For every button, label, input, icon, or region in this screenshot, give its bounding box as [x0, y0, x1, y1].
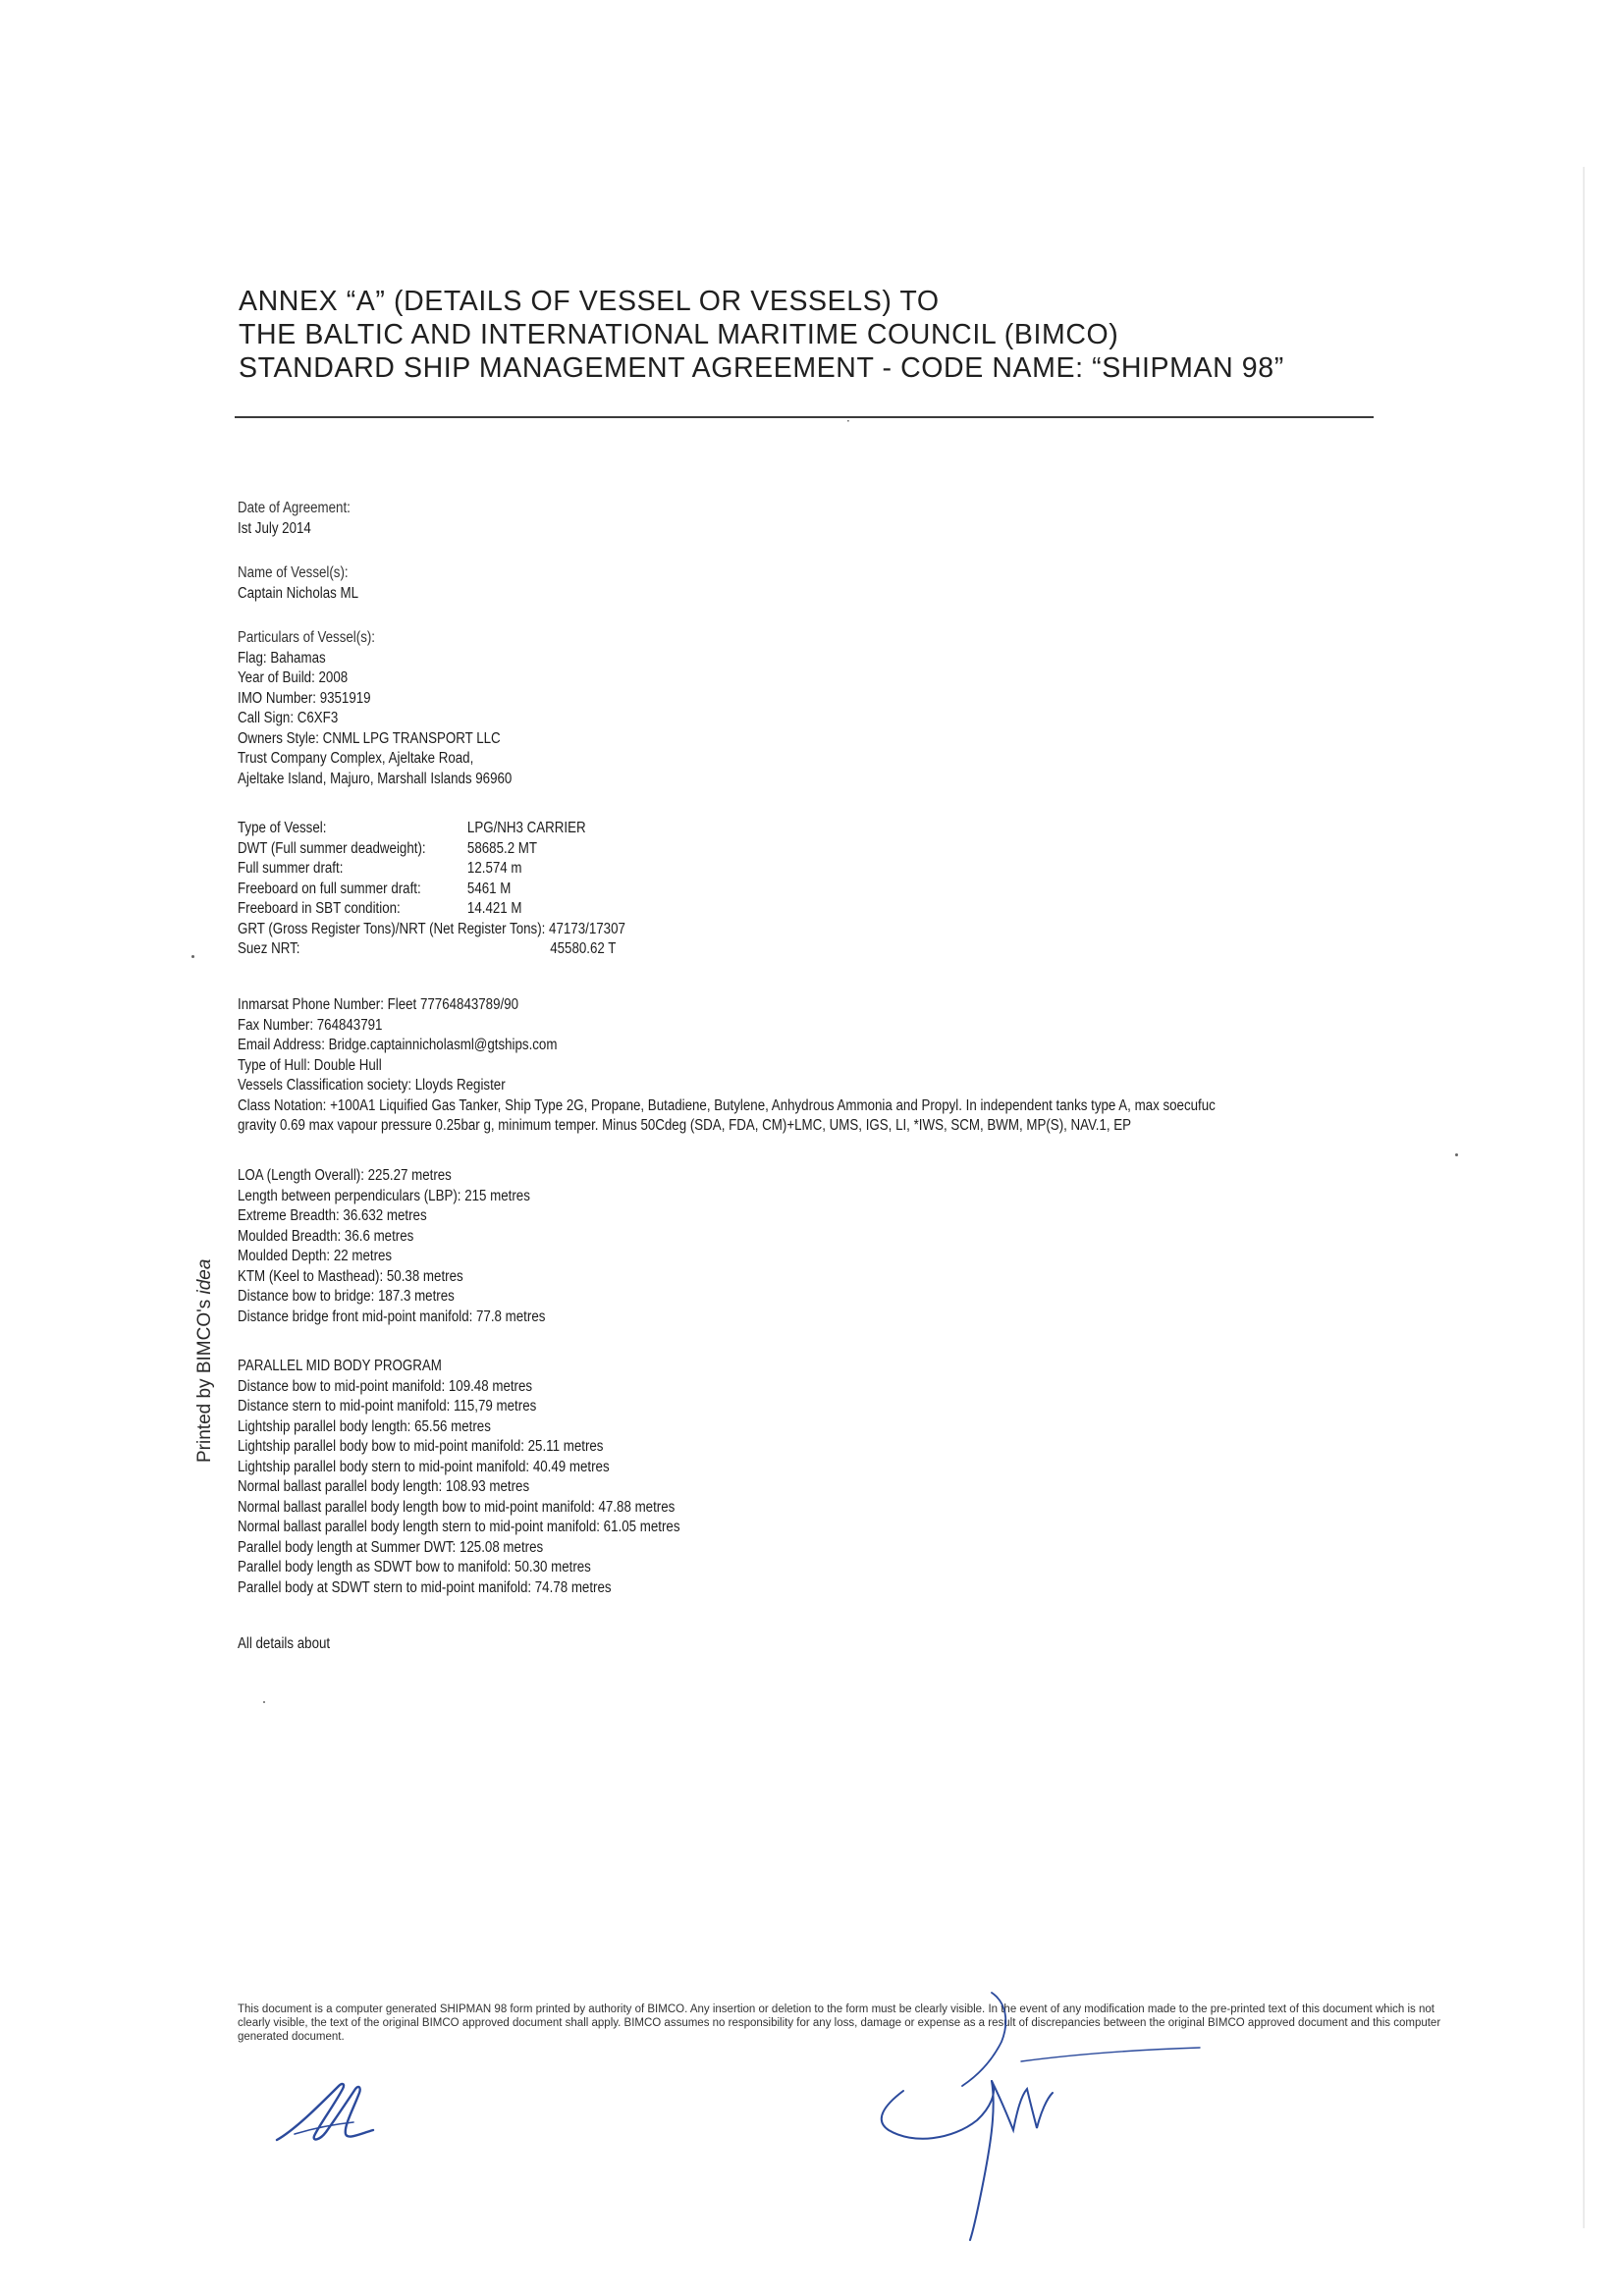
vessel-name-block — [238, 563, 358, 604]
comms-line: Vessels Classification society: Lloyds Register — [238, 1077, 506, 1094]
dimension-line: Moulded Depth: 22 metres — [238, 1248, 393, 1264]
left-signature-stroke — [277, 2084, 373, 2140]
closing-text: All details about — [238, 1635, 331, 1652]
tonnage-block — [238, 819, 913, 960]
summer-draft-value: 12.574 m — [466, 860, 522, 877]
particulars-line: Year of Build: 2008 — [238, 669, 349, 686]
particulars-line: IMO Number: 9351919 — [238, 689, 371, 707]
parallel-body-line: Parallel body length as SDWT bow to manifold: 50.30 metres — [238, 1559, 591, 1575]
parallel-body-line: Normal ballast parallel body length stern to mid-point manifold: 61.05 metres — [238, 1519, 680, 1535]
dwt-label: DWT (Full summer deadweight): — [238, 839, 426, 857]
comms-line: Type of Hull: Double Hull — [238, 1056, 382, 1074]
title-line-3: STANDARD SHIP MANAGEMENT AGREEMENT - CODE NAME: “SHIPMAN 98” — [239, 352, 1284, 384]
idea-text: idea — [194, 1258, 215, 1295]
right-signature-letters — [992, 2081, 1053, 2130]
particulars-block — [238, 628, 512, 789]
title-underline — [235, 416, 1374, 418]
dimension-line: Distance bow to bridge: 187.3 metres — [238, 1288, 455, 1305]
closing-block — [238, 1634, 330, 1655]
particulars-line: Call Sign: C6XF3 — [238, 710, 339, 726]
particulars-line: Trust Company Complex, Ajeltake Road, — [238, 750, 474, 767]
parallel-body-line: Parallel body at SDWT stern to mid-point manifold: 74.78 metres — [238, 1578, 612, 1596]
class-notation-line: gravity 0.69 max vapour pressure 0.25bar g, minimum temper. Minus 50Cdeg (SDA, FDA, CM)+LMC, UMS, IGS, LI, *IWS, SCM, BWM, MP(S), NAV.1, EP — [238, 1117, 1132, 1134]
printed-by-bimco-label — [194, 1259, 216, 1463]
right-signature-curve — [882, 2081, 994, 2139]
sbt-freeboard-row — [238, 899, 913, 920]
printed-by-text: Printed by BIMCO's — [194, 1299, 215, 1463]
dimension-line: Length between perpendiculars (LBP): 215 metres — [238, 1187, 530, 1204]
scan-tick-mark: · — [846, 414, 850, 428]
dimensions-block — [238, 1166, 545, 1327]
parallel-body-line: Normal ballast parallel body length bow to mid-point manifold: 47.88 metres — [238, 1498, 676, 1516]
agreement-date-label: Date of Agreement: — [238, 500, 351, 516]
parallel-body-line: Normal ballast parallel body length: 108.93 metres — [238, 1478, 530, 1495]
particulars-line: Owners Style: CNML LPG TRANSPORT LLC — [238, 729, 501, 747]
dimension-line: LOA (Length Overall): 225.27 metres — [238, 1167, 452, 1184]
grt-nrt-line: GRT (Gross Register Tons)/NRT (Net Register Tons): 47173/17307 — [238, 920, 625, 937]
left-signature — [265, 2071, 442, 2150]
freeboard-value: 5461 M — [466, 880, 512, 897]
summer-draft-label: Full summer draft: — [238, 860, 344, 877]
parallel-body-line: Lightship parallel body bow to mid-point manifold: 25.11 metres — [238, 1438, 604, 1455]
communications-block — [238, 995, 1216, 1137]
disclaimer-text: This document is a computer generated SHIPMAN 98 form printed by authority of BIMCO. Any insertion or deletion to the form must be clearly visible. In the event of any modification made to the pre-printed text of this document which is not clearly visible, the text of the original BIMCO approved document shall apply. BIMCO assumes no responsibility for any loss, damage or expense as a result of discrepancies between the original BIMCO approved document and this computer generated document. — [238, 2003, 1441, 2043]
particulars-line: Ajeltake Island, Majuro, Marshall Islands 96960 — [238, 770, 513, 787]
vessel-name-label: Name of Vessel(s): — [238, 564, 349, 581]
sbt-freeboard-label: Freeboard in SBT condition: — [238, 900, 401, 917]
class-notation-line: Class Notation: +100A1 Liquified Gas Tanker, Ship Type 2G, Propane, Butadiene, Butylene, Anhydrous Ammonia and Propyl. In independent tanks type A, max soecufuc — [238, 1096, 1216, 1114]
right-signature-loop — [962, 1993, 1005, 2086]
scan-speck — [1455, 1153, 1458, 1156]
page-edge-shadow — [1583, 167, 1585, 2228]
particulars-heading: Particulars of Vessel(s): — [238, 629, 376, 646]
comms-line: Inmarsat Phone Number: Fleet 77764843789/90 — [238, 996, 519, 1013]
summer-draft-row — [238, 859, 913, 880]
suez-nrt-row — [238, 939, 913, 960]
title-line-2: THE BALTIC AND INTERNATIONAL MARITIME COUNCIL (BIMCO) — [239, 319, 1119, 350]
parallel-body-line: Distance stern to mid-point manifold: 115,79 metres — [238, 1398, 537, 1415]
dimension-line: KTM (Keel to Masthead): 50.38 metres — [238, 1267, 463, 1285]
particulars-line: Flag: Bahamas — [238, 649, 326, 667]
sbt-freeboard-value: 14.421 M — [466, 900, 522, 917]
document-title — [239, 285, 1378, 385]
freeboard-row — [238, 880, 913, 900]
type-of-vessel-value: LPG/NH3 CARRIER — [466, 820, 586, 836]
right-signature — [844, 1983, 1257, 2248]
parallel-body-line: Distance bow to mid-point manifold: 109.48 metres — [238, 1377, 533, 1395]
right-signature-tail — [1021, 2048, 1200, 2061]
suez-nrt-label: Suez NRT: — [238, 940, 300, 957]
dimension-line: Moulded Breadth: 36.6 metres — [238, 1227, 414, 1245]
type-of-vessel-label: Type of Vessel: — [238, 820, 327, 836]
dimension-line: Distance bridge front mid-point manifold: 77.8 metres — [238, 1308, 546, 1325]
parallel-body-block — [238, 1357, 679, 1598]
dwt-row — [238, 839, 913, 860]
dwt-value: 58685.2 MT — [466, 839, 538, 857]
parallel-body-line: Parallel body length at Summer DWT: 125.08 metres — [238, 1538, 544, 1556]
scan-speck — [263, 1701, 265, 1703]
grt-nrt-row — [238, 920, 913, 940]
parallel-body-heading: PARALLEL MID BODY PROGRAM — [238, 1358, 442, 1374]
freeboard-label: Freeboard on full summer draft: — [238, 880, 421, 897]
vessel-name-value: Captain Nicholas ML — [238, 584, 358, 602]
dimension-line: Extreme Breadth: 36.632 metres — [238, 1207, 427, 1224]
scan-speck — [191, 955, 194, 958]
agreement-date-value: Ist July 2014 — [238, 519, 311, 537]
comms-line: Email Address: Bridge.captainnicholasml@gtships.com — [238, 1037, 558, 1053]
comms-line: Fax Number: 764843791 — [238, 1016, 383, 1034]
title-line-1: ANNEX “A” (DETAILS OF VESSEL OR VESSELS) TO — [239, 286, 940, 317]
type-of-vessel-row — [238, 819, 913, 839]
agreement-date-block — [238, 499, 351, 539]
parallel-body-line: Lightship parallel body stern to mid-point manifold: 40.49 metres — [238, 1458, 610, 1475]
parallel-body-line: Lightship parallel body length: 65.56 metres — [238, 1417, 491, 1435]
suez-nrt-value: 45580.62 T — [550, 940, 617, 957]
